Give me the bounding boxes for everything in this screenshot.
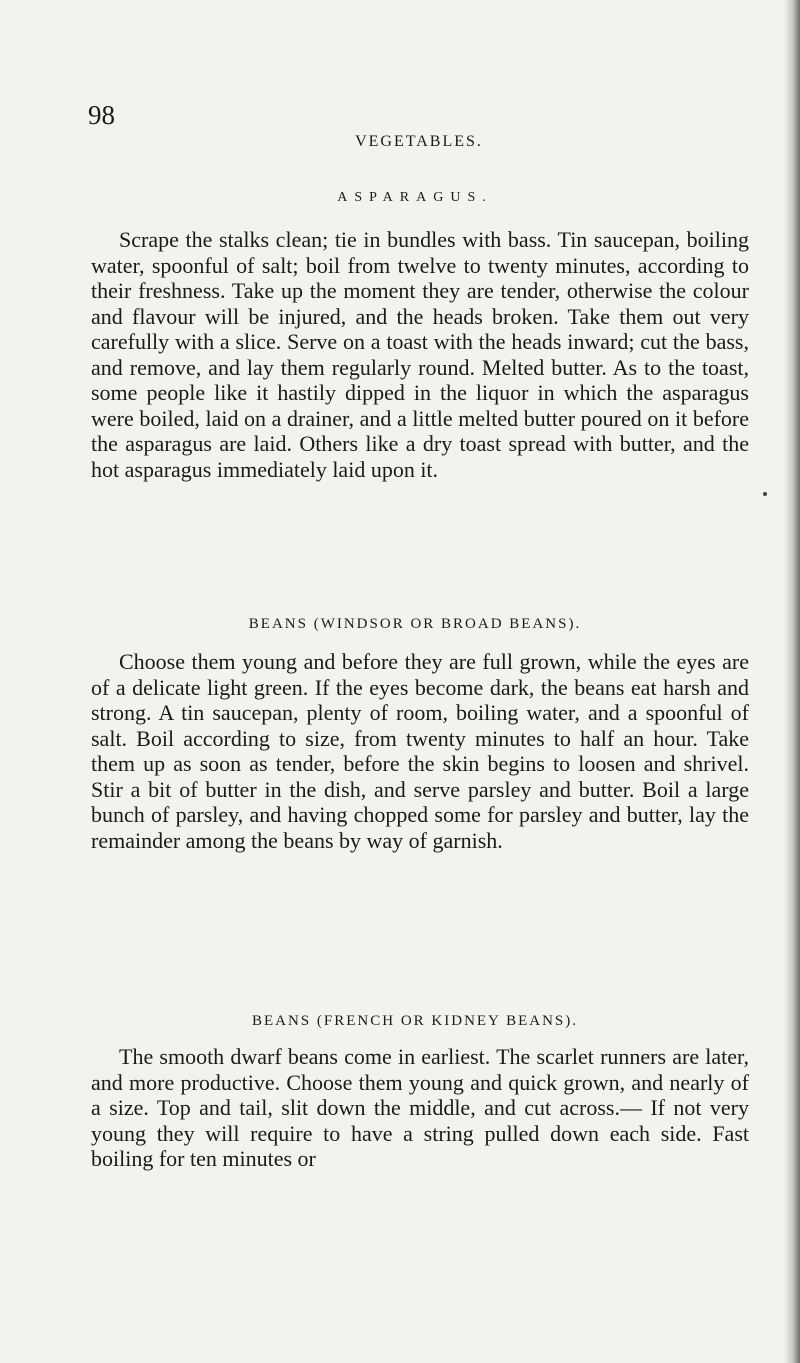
ink-dot bbox=[763, 492, 767, 496]
page-edge-shadow bbox=[784, 0, 800, 1363]
running-head: VEGETABLES. bbox=[355, 133, 483, 150]
section-text-beans-windsor: Choose them young and before they are full grown, while the eyes are of a delicate light green. If the eyes become dark, the beans eat harsh and strong. A tin saucepan, plenty of room, boiling water, and a spoonful of salt. Boil according to size, from twenty minutes to half an hour. Take them up as soon as tender, before the skin begins to loosen and shrivel. Stir a bit of butter in the dish, and serve parsley and butter. Boil a large bunch of parsley, and having chopped some for parsley and butter, lay the remainder among the beans by way of garnish. bbox=[91, 649, 749, 853]
section-heading-asparagus: ASPARAGUS. bbox=[337, 190, 493, 205]
page-number: 98 bbox=[88, 100, 115, 130]
section-text-asparagus: Scrape the stalks clean; tie in bundles with bass. Tin saucepan, boiling water, spoonful of salt; boil from twelve to twenty minutes, according to their freshness. Take up the moment they are tender, otherwise the colour and flavour will be injured, and the heads broken. Take them out very carefully with a slice. Serve on a toast with the heads inward; cut the bass, and remove, and lay them regularly round. Melted butter. As to the toast, some people like it hastily dipped in the liquor in which the asparagus were boiled, laid on a drainer, and a little melted butter poured on it before the asparagus are laid. Others like a dry toast spread with butter, and the hot asparagus immediately laid upon it. bbox=[91, 227, 749, 482]
section-heading-beans-windsor: BEANS (WINDSOR OR BROAD BEANS). bbox=[248, 616, 582, 632]
section-heading-beans-french: BEANS (FRENCH OR KIDNEY BEANS). bbox=[251, 1013, 579, 1029]
section-text-beans-french: The smooth dwarf beans come in earliest. The scarlet runners are later, and more productive. Choose them young and quick grown, and nearly of a size. Top and tail, slit down the middle, and cut across.— If not very young they will require to have a string pulled down each side. Fast boiling for ten minutes or bbox=[91, 1044, 749, 1171]
